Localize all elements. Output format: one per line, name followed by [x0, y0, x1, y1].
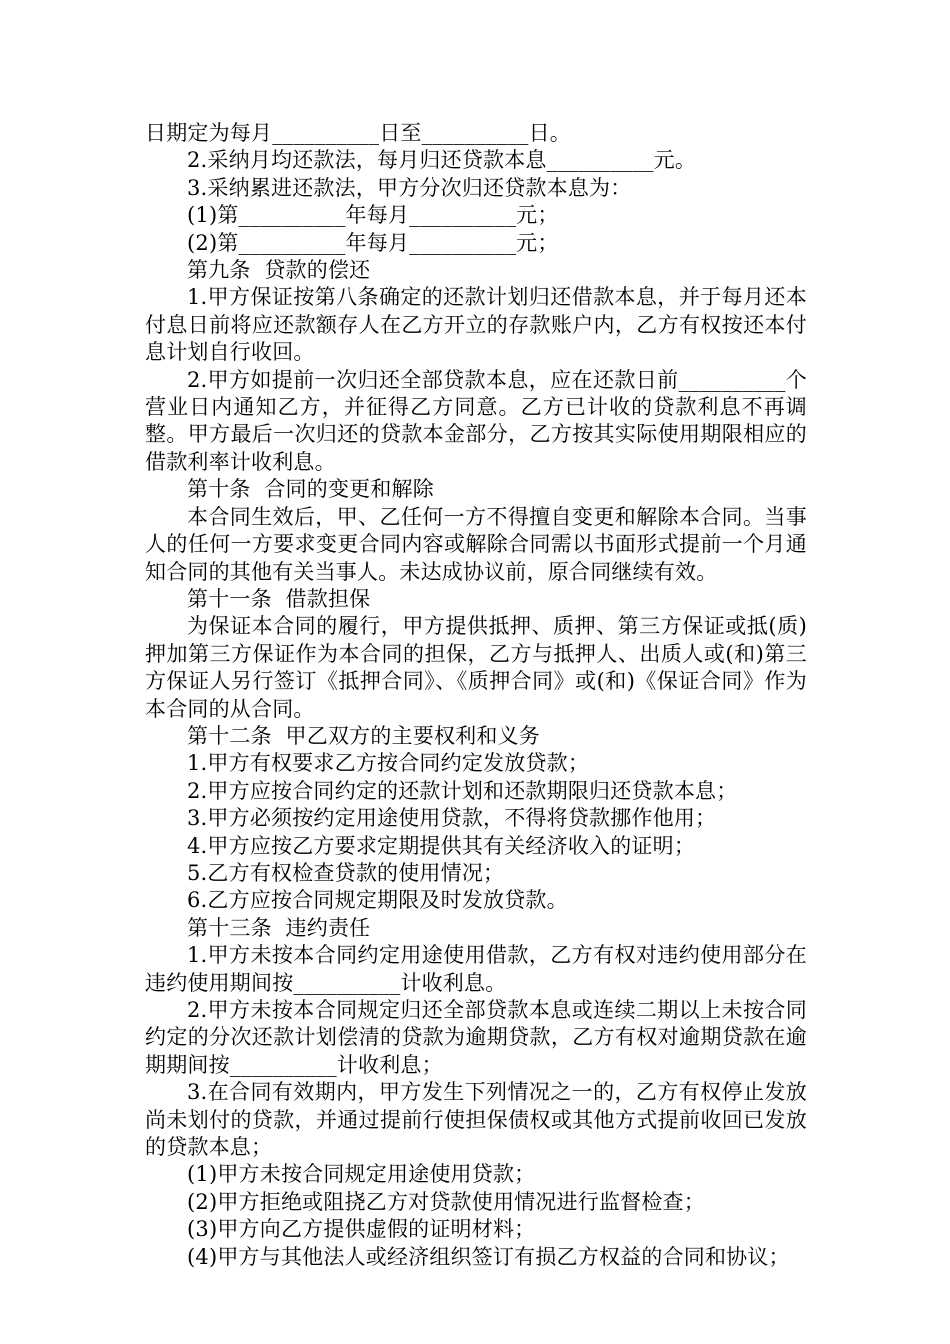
section-heading-12: 第十二条 甲乙双方的主要权利和义务	[187, 723, 540, 748]
paragraph-10: 1.甲方有权要求乙方按合同约定发放贷款；	[187, 751, 590, 776]
paragraph-22: (4)甲方与其他法人或经济组织签订有损乙方权益的合同和协议；	[187, 1244, 790, 1269]
paragraph-1: 日期定为每月__________日至__________日。	[145, 121, 571, 145]
paragraph-9: 为保证本合同的履行，甲方提供抵押、质押、第三方保证或抵(质)押加第三方保证作为本合同的担保，乙方与抵押人、出质人或(和)第三方保证人另行签订《抵押合同》、《质押合同》或(和)《保证合同》作为本合同的从合同。	[145, 614, 807, 721]
section-heading-11: 第十一条 借款担保	[187, 586, 371, 611]
paragraph-5: (2)第__________年每月__________元；	[187, 230, 559, 255]
paragraph-21: (3)甲方向乙方提供虚假的证明材料；	[187, 1217, 536, 1242]
paragraph-8: 本合同生效后，甲、乙任何一方不得擅自变更和解除本合同。当事人的任何一方要求变更合同内容或解除合同需以书面形式提前一个月通知合同的其他有关当事人。未达成协议前，原合同继续有效。	[145, 504, 807, 584]
section-heading-10: 第十条 合同的变更和解除	[187, 477, 434, 502]
paragraph-19: (1)甲方未按合同规定用途使用贷款；	[187, 1162, 536, 1187]
paragraph-16: 1.甲方未按本合同约定用途使用借款，乙方有权对违约使用部分在违约使用期间按__________计收利息。	[145, 943, 807, 995]
paragraph-13: 4.甲方应按乙方要求定期提供其有关经济收入的证明；	[187, 833, 696, 858]
paragraph-2: 2.采纳月均还款法，每月归还贷款本息__________元。	[187, 148, 697, 173]
paragraph-20: (2)甲方拒绝或阻挠乙方对贷款使用情况进行监督检查；	[187, 1189, 705, 1214]
paragraph-4: (1)第__________年每月__________元；	[187, 203, 559, 228]
paragraph-12: 3.甲方必须按约定用途使用贷款，不得将贷款挪作他用；	[187, 806, 717, 831]
paragraph-7: 2.甲方如提前一次归还全部贷款本息，应在还款日前__________个营业日内通知乙方，并征得乙方同意。乙方已计收的贷款利息不再调整。甲方最后一次归还的贷款本金部分，乙方按其实际使用期限相应的借款利率计收利息。	[145, 367, 807, 474]
paragraph-14: 5.乙方有权检查贷款的使用情况；	[187, 860, 505, 885]
section-heading-9: 第九条 贷款的偿还	[187, 258, 371, 283]
section-heading-13: 第十三条 违约责任	[187, 915, 371, 940]
paragraph-18: 3.在合同有效期内，甲方发生下列情况之一的，乙方有权停止发放尚未划付的贷款，并通过提前行使担保债权或其他方式提前收回已发放的贷款本息；	[145, 1080, 807, 1160]
paragraph-3: 3.采纳累进还款法，甲方分次归还贷款本息为：	[187, 175, 632, 200]
paragraph-6: 1.甲方保证按第八条确定的还款计划归还借款本息，并于每月还本付息日前将应还款额存人在乙方开立的存款账户内，乙方有权按还本付息计划自行收回。	[145, 285, 807, 365]
document-page	[145, 120, 807, 1271]
paragraph-11: 2.甲方应按合同约定的还款计划和还款期限归还贷款本息；	[187, 778, 738, 803]
paragraph-17: 2.甲方未按本合同规定归还全部贷款本息或连续二期以上未按合同约定的分次还款计划偿清的贷款为逾期贷款，乙方有权对逾期贷款在逾期期间按__________计收利息；	[145, 998, 807, 1077]
paragraph-15: 6.乙方应按合同规定期限及时发放贷款。	[187, 888, 568, 913]
